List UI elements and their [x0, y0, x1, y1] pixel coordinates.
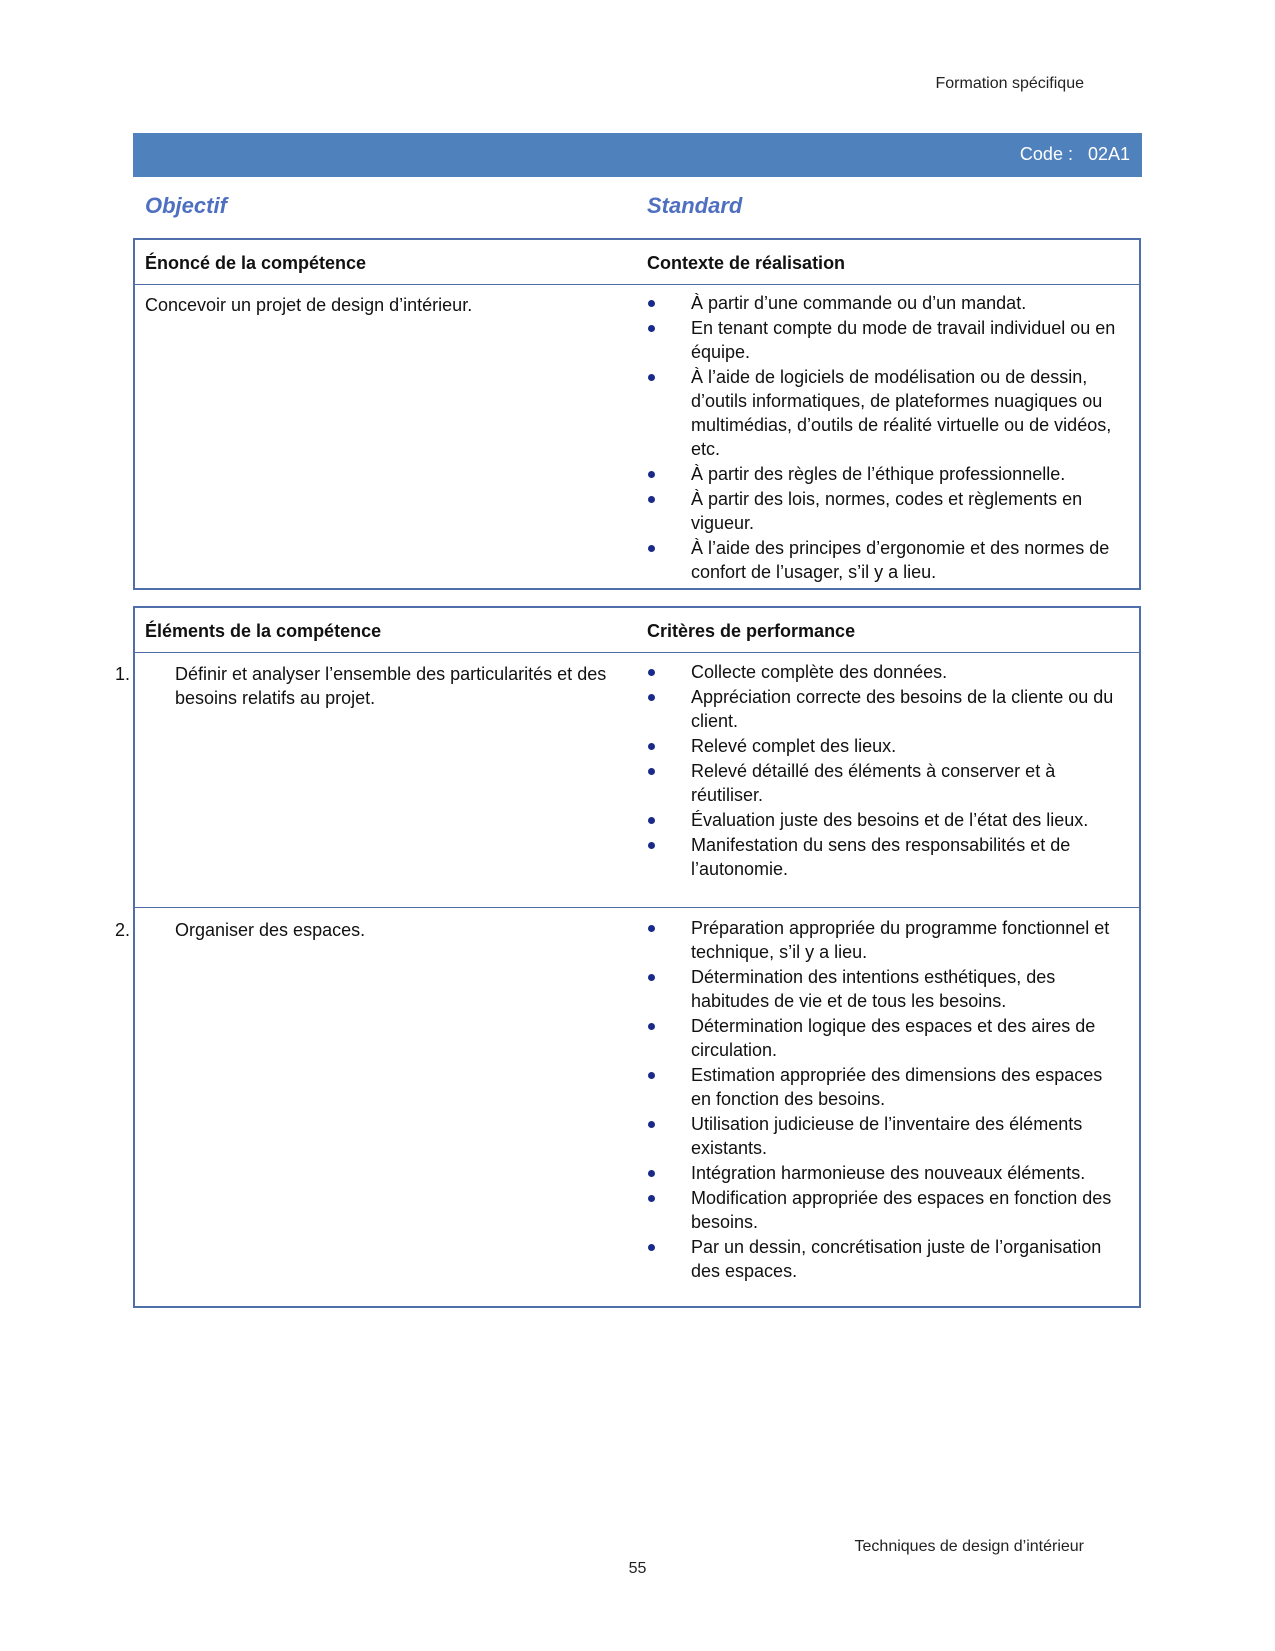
context-item: En tenant compte du mode de travail individuel ou en équipe. — [647, 316, 1127, 364]
page-number: 55 — [628, 1560, 647, 1577]
context-header: Contexte de réalisation — [647, 253, 846, 273]
context-item: À partir des règles de l’éthique professionnelle. — [647, 462, 1127, 486]
element-number: 2. — [115, 920, 131, 940]
competence-table — [133, 238, 1141, 590]
criteria-item: Évaluation juste des besoins et de l’état des lieux. — [647, 808, 1127, 832]
criteria-item: Par un dessin, concrétisation juste de l’organisation des espaces. — [647, 1235, 1127, 1283]
elements-table — [115, 606, 1141, 1308]
context-item: À l’aide des principes d’ergonomie et des normes de confort de l’usager, s’il y a lieu. — [647, 536, 1127, 584]
criteria-item: Détermination des intentions esthétiques, des habitudes de vie et de tous les besoins. — [647, 965, 1127, 1013]
criteria-item: Intégration harmonieuse des nouveaux éléments. — [647, 1161, 1127, 1185]
element-number: 1. — [115, 664, 131, 684]
competence-statement: Concevoir un projet de design d’intérieur. — [145, 295, 473, 315]
element-item — [115, 662, 645, 710]
elements-table-header — [135, 608, 1139, 653]
element-text: Définir et analyser l’ensemble des particularités et des besoins relatifs au projet. — [175, 664, 607, 708]
elements-header: Éléments de la compétence — [145, 621, 382, 641]
criteria-item: Appréciation correcte des besoins de la cliente ou du client. — [647, 685, 1127, 733]
criteria-item: Manifestation du sens des responsabilités et de l’autonomie. — [647, 833, 1127, 881]
criteria-item: Collecte complète des données. — [647, 660, 1127, 684]
row-divider — [135, 907, 1139, 908]
criteria-item: Relevé complet des lieux. — [647, 734, 1127, 758]
criteria-item: Détermination logique des espaces et des aires de circulation. — [647, 1014, 1127, 1062]
statement-header: Énoncé de la compétence — [145, 253, 367, 273]
competence-table-header — [135, 240, 1139, 285]
standard-heading: Standard — [647, 193, 743, 218]
program-title: Techniques de design d’intérieur — [854, 1538, 1084, 1555]
objectif-heading: Objectif — [145, 193, 227, 218]
section-label: Formation spécifique — [935, 75, 1084, 92]
context-item: À partir d’une commande ou d’un mandat. — [647, 291, 1127, 315]
criteria-item: Préparation appropriée du programme fonctionnel et technique, s’il y a lieu. — [647, 916, 1127, 964]
criteria-item: Utilisation judicieuse de l’inventaire des éléments existants. — [647, 1112, 1127, 1160]
criteria-list — [647, 660, 1127, 882]
competency-code: Code : 02A1 — [1019, 144, 1130, 164]
element-item — [115, 918, 645, 942]
context-item: À partir des lois, normes, codes et règlements en vigueur. — [647, 487, 1127, 535]
criteria-item: Relevé détaillé des éléments à conserver et à réutiliser. — [647, 759, 1127, 807]
element-text: Organiser des espaces. — [175, 920, 366, 940]
context-item: À l’aide de logiciels de modélisation ou de dessin, d’outils informatiques, de plateformes nuagiques ou multimédias, d’outils de réalité virtuelle ou de vidéos, etc. — [647, 365, 1127, 461]
context-list — [647, 291, 1127, 585]
criteria-list — [647, 916, 1127, 1284]
criteria-item: Estimation appropriée des dimensions des espaces en fonction des besoins. — [647, 1063, 1127, 1111]
code-bar — [133, 133, 1142, 177]
criteria-item: Modification appropriée des espaces en fonction des besoins. — [647, 1186, 1127, 1234]
criteria-header: Critères de performance — [647, 621, 856, 641]
